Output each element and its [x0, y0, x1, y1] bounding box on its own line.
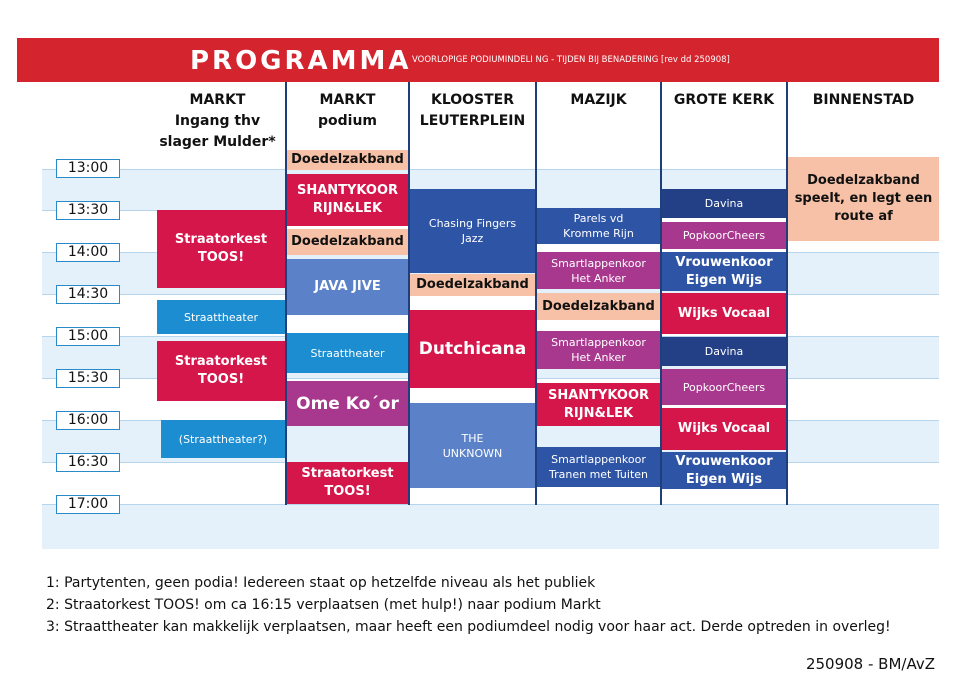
- event-block[interactable]: SHANTYKOOR RIJN&LEK: [537, 383, 660, 426]
- column-header-mazijk: MAZIJK: [570, 92, 627, 108]
- event-block[interactable]: THE UNKNOWN: [410, 403, 535, 488]
- column-header-markt-podium: MARKT podium: [317, 92, 377, 129]
- time-label: 15:00: [56, 327, 120, 346]
- grid-line: [42, 504, 939, 505]
- event-block[interactable]: PopkoorCheers: [662, 369, 786, 405]
- event-block[interactable]: Doedelzakband: [410, 274, 535, 296]
- event-block[interactable]: Wijks Vocaal: [662, 293, 786, 334]
- event-block[interactable]: Straatorkest TOOS!: [157, 210, 285, 288]
- time-label: 16:00: [56, 411, 120, 430]
- time-label: 14:00: [56, 243, 120, 262]
- event-block[interactable]: Straattheater: [157, 300, 285, 334]
- event-block[interactable]: Straatorkest TOOS!: [287, 462, 408, 504]
- time-label: 13:30: [56, 201, 120, 220]
- footnote: 3: Straattheater kan makkelijk verplaatsen, maar heeft een podiumdeel nodig voor haar act. Derde optreden in overleg!: [46, 619, 891, 635]
- event-block[interactable]: Chasing Fingers Jazz: [410, 189, 535, 273]
- event-block[interactable]: Straatorkest TOOS!: [157, 341, 285, 401]
- event-block[interactable]: SHANTYKOOR RIJN&LEK: [287, 174, 408, 226]
- event-block[interactable]: Davina: [662, 337, 786, 366]
- column-header-klooster: KLOOSTER LEUTERPLEIN: [419, 92, 526, 129]
- event-block[interactable]: Smartlappenkoor Tranen met Tuiten: [537, 447, 660, 487]
- time-label: 15:30: [56, 369, 120, 388]
- event-block[interactable]: Vrouwenkoor Eigen Wijs: [662, 252, 786, 291]
- event-block[interactable]: Smartlappenkoor Het Anker: [537, 331, 660, 369]
- event-block[interactable]: Doedelzakband: [287, 150, 408, 170]
- event-block[interactable]: Doedelzakband: [537, 293, 660, 320]
- event-block[interactable]: (Straattheater?): [161, 420, 285, 458]
- event-block[interactable]: Wijks Vocaal: [662, 408, 786, 450]
- event-block[interactable]: Ome Ko´or: [287, 381, 408, 426]
- time-label: 17:00: [56, 495, 120, 514]
- footnote: 2: Straatorkest TOOS! om ca 16:15 verplaatsen (met hulp!) naar podium Markt: [46, 597, 601, 613]
- event-block[interactable]: Smartlappenkoor Het Anker: [537, 252, 660, 289]
- time-label: 13:00: [56, 159, 120, 178]
- event-block[interactable]: Straattheater: [287, 333, 408, 373]
- column-header-binnenstad: BINNENSTAD: [812, 92, 915, 108]
- event-block[interactable]: Doedelzakband speelt, en legt een route af: [788, 157, 939, 241]
- event-block[interactable]: Dutchicana: [410, 310, 535, 388]
- event-block[interactable]: JAVA JIVE: [287, 259, 408, 315]
- event-block[interactable]: Davina: [662, 189, 786, 218]
- footnote: 1: Partytenten, geen podia! Iedereen staat op hetzelfde niveau als het publiek: [46, 575, 596, 591]
- revision-code: 250908 - BM/AvZ: [805, 655, 935, 673]
- event-block[interactable]: Doedelzakband: [287, 229, 408, 255]
- page-title: PROGRAMMA: [190, 46, 412, 76]
- event-block[interactable]: Parels vd Kromme Rijn: [537, 208, 660, 244]
- time-label: 14:30: [56, 285, 120, 304]
- event-block[interactable]: PopkoorCheers: [662, 222, 786, 249]
- page-subtitle: VOORLOPIGE PODIUMINDELI NG - TIJDEN BIJ BENADERING [rev dd 250908]: [412, 55, 730, 65]
- grid-band: [42, 504, 939, 549]
- time-label: 16:30: [56, 453, 120, 472]
- column-header-markt-ingang: MARKT Ingang thv slager Mulder*: [159, 92, 276, 150]
- column-header-grote-kerk: GROTE KERK: [673, 92, 775, 108]
- column-divider: [786, 82, 788, 505]
- event-block[interactable]: Vrouwenkoor Eigen Wijs: [662, 452, 786, 489]
